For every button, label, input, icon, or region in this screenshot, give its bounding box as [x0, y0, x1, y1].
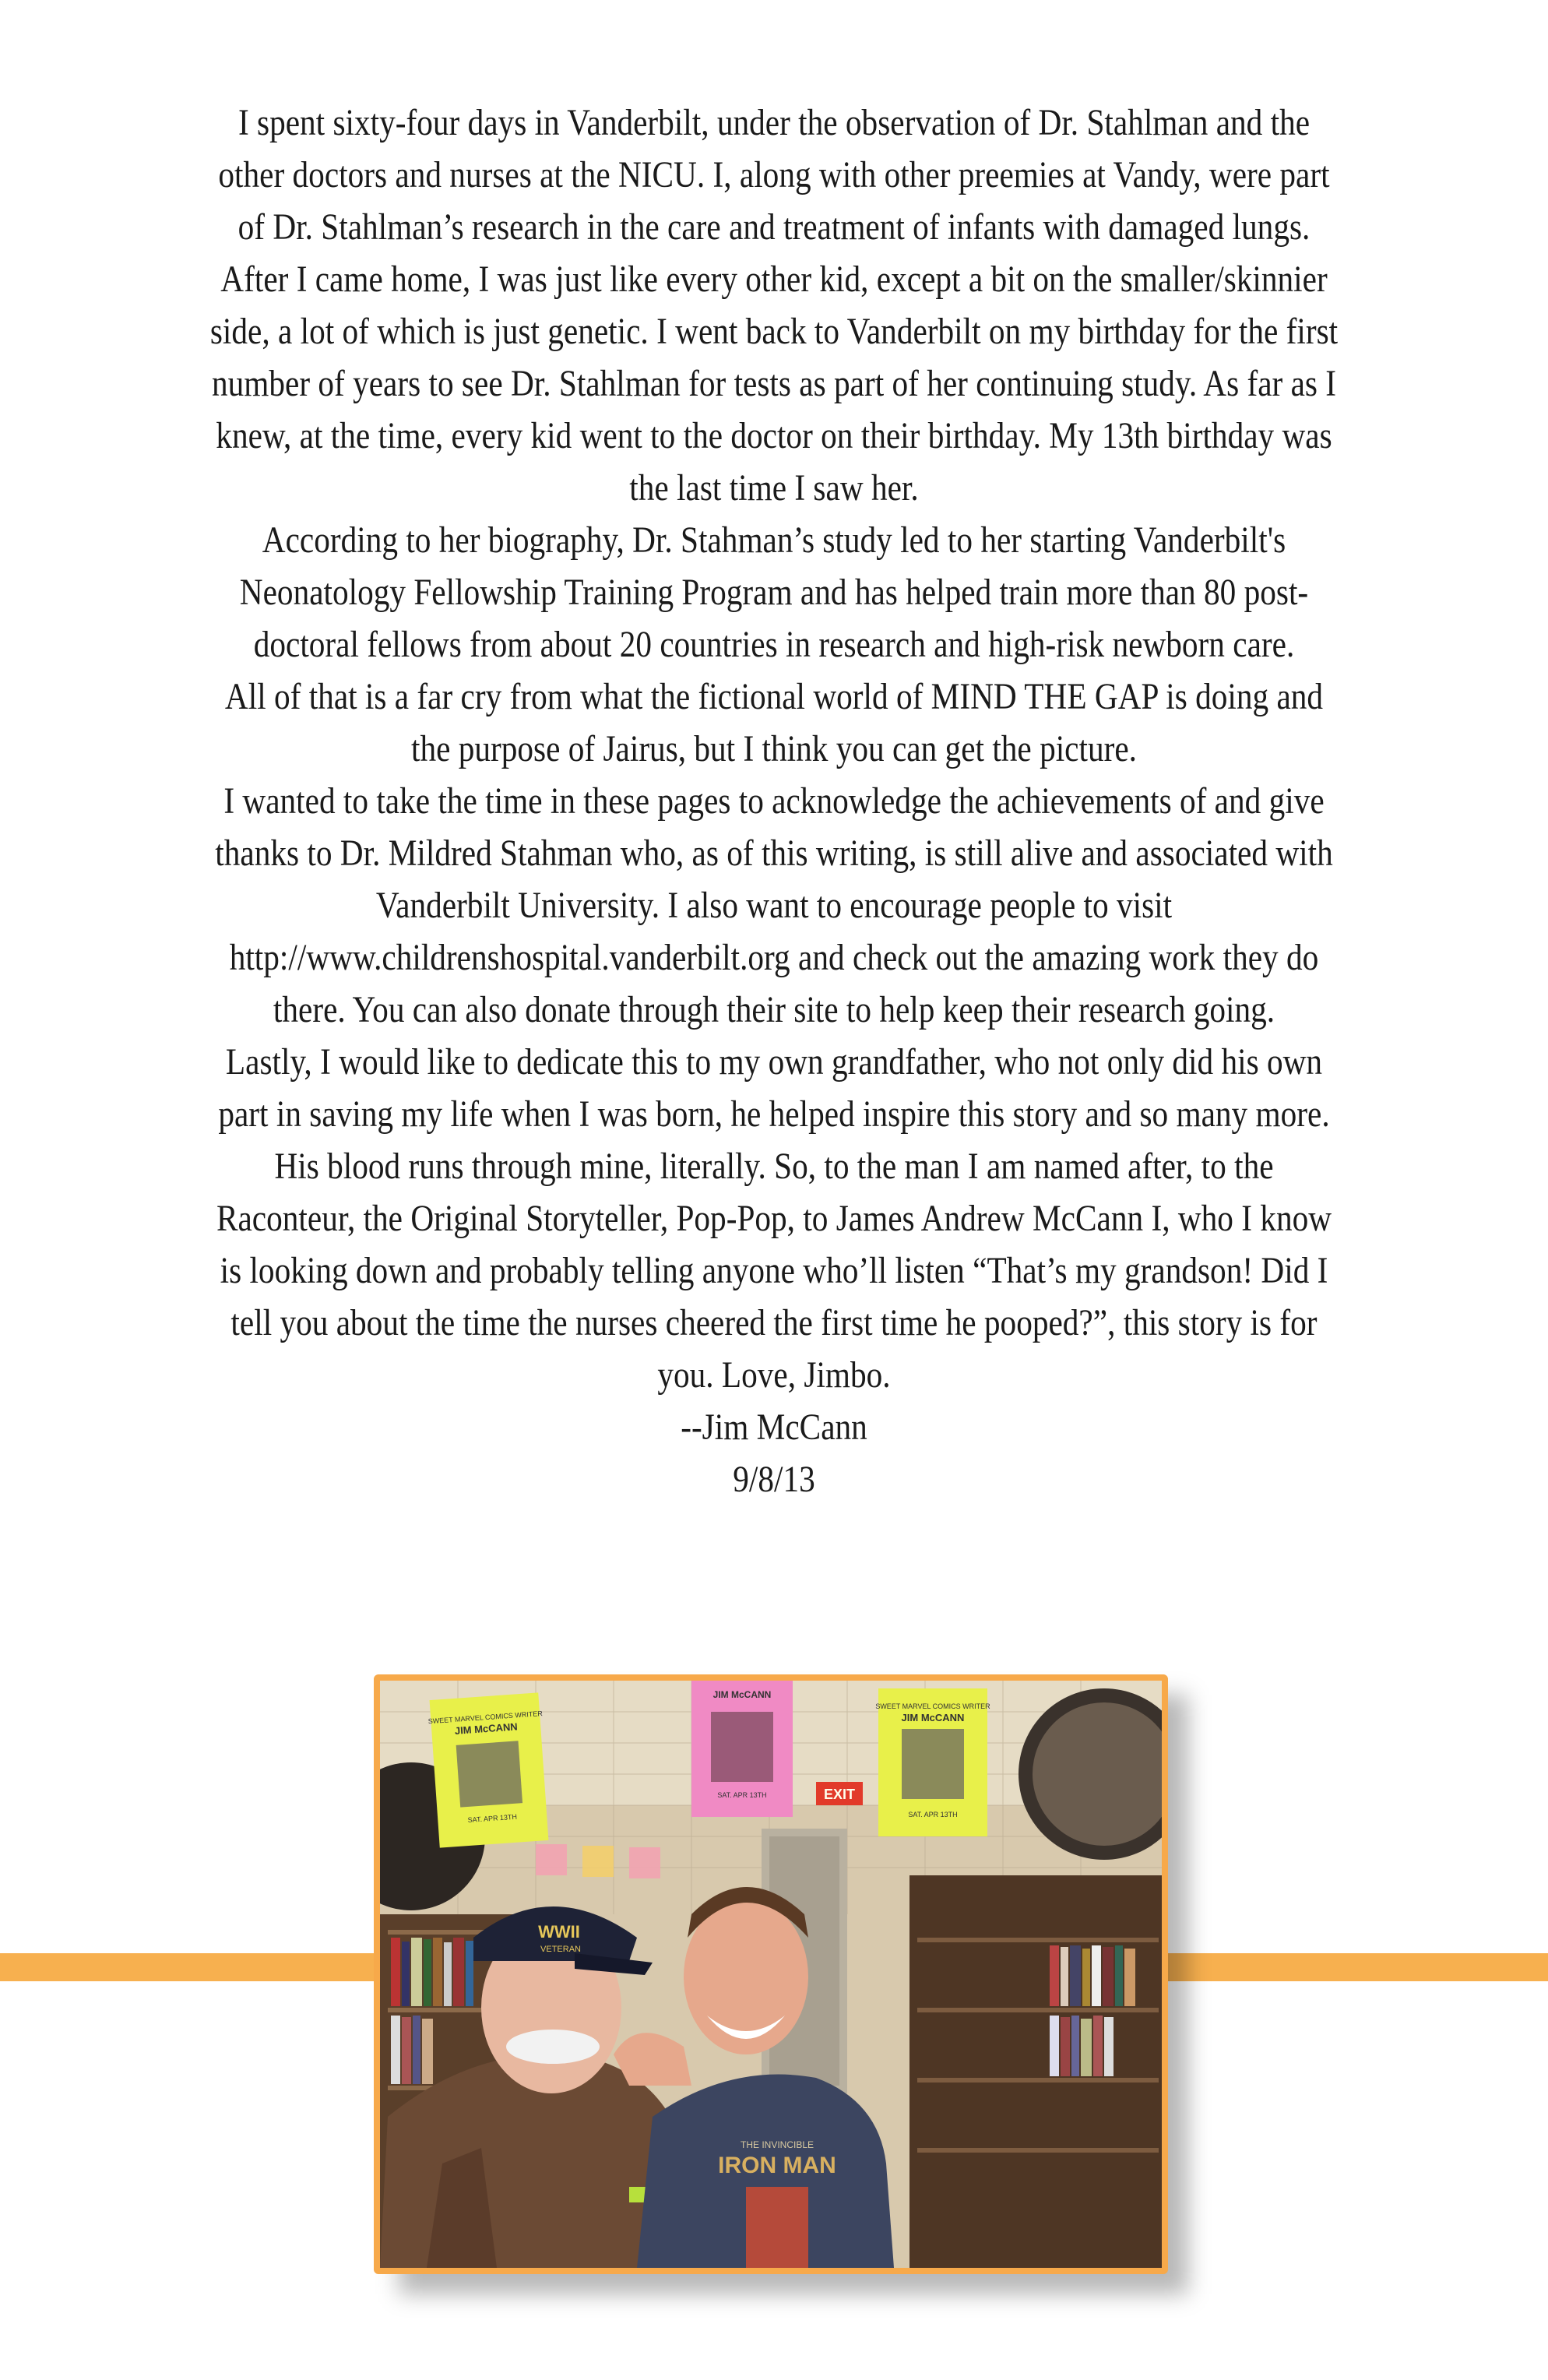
paragraph: Lastly, I would like to dedicate this to my own grandfather, who not only did his own part in saving my life when I was born, he helped inspire this story and so many more. His blood runs through mine, literally. So, to the man I am named after, to the Raconteur, the Original Storyteller, Pop-Pop, to James Andrew McCann I, who I know is looking down and probably telling anyone who’ll listen “That’s my grandson! Did I tell you about the time the nurses cheered the first time he pooped?”, this story is for you. Love, Jimbo. — [216, 1041, 1332, 1396]
exit-sign-text: EXIT — [823, 1787, 856, 1802]
paragraph: All of that is a far cry from what the fictional world of MIND THE GAP is doing and the purpose of Jairus, but I think you can get the picture. — [224, 676, 1324, 769]
poster-right-line2: JIM McCANN — [901, 1712, 965, 1723]
poster-center — [691, 1681, 793, 1817]
poster-left — [427, 1692, 548, 1847]
exit-sign — [816, 1782, 863, 1805]
poster-left-line1: SWEET MARVEL COMICS WRITER — [427, 1709, 544, 1726]
paragraph: I wanted to take the time in these pages to acknowledge the achievements of and give thanks to Dr. Mildred Stahman who, as of this writing, is still alive and associated with Vanderbilt University. I also want to encourage people to visit http://www.childrenshospital.vanderbilt.org and check out the amazing work they do there. You can also donate through their site to help keep their research going. — [215, 780, 1333, 1030]
poster-left-line2: JIM McCANN — [454, 1720, 519, 1737]
photo-illustration — [380, 1681, 1162, 2268]
signature-date: 9/8/13 — [733, 1459, 815, 1500]
shirt-text-main: IRON MAN — [718, 2153, 836, 2178]
poster-left-line3: SAT. APR 13TH — [467, 1812, 518, 1825]
paragraph: After I came home, I was just like every other kid, except a bit on the smaller/skinnier side, a lot of which is just genetic. I went back to Vanderbilt on my birthday for the first number of years to see Dr. Stahlman for tests as part of her continuing study. As far as I knew, at the time, every kid went to the doctor on their birthday. My 13th birthday was the last time I saw her. — [209, 259, 1339, 509]
poster-right — [875, 1688, 990, 1836]
dedication-text — [202, 97, 1346, 1505]
poster-right-line1: SWEET MARVEL COMICS WRITER — [875, 1702, 990, 1710]
poster-center-line3: SAT. APR 13TH — [717, 1791, 767, 1799]
bookshelf-right — [909, 1875, 1162, 2268]
paragraph: I spent sixty-four days in Vanderbilt, under the observation of Dr. Stahlman and the other doctors and nurses at the NICU. I, along with other preemies at Vandy, were part of Dr. Stahlman’s research in the care and treatment of infants with damaged lungs. — [218, 102, 1330, 248]
shirt-text-top: THE INVINCIBLE — [740, 2139, 814, 2150]
poster-center-line1: JIM McCANN — [712, 1689, 772, 1700]
photo — [374, 1674, 1168, 2274]
poster-right-line3: SAT. APR 13TH — [908, 1811, 958, 1818]
paragraph: According to her biography, Dr. Stahman’s study led to her starting Vanderbilt's Neonatology Fellowship Training Program and has helped train more than 80 post-doctoral fellows from about 20 countries in research and high-risk newborn care. — [239, 519, 1309, 665]
cap-subtext: VETERAN — [540, 1945, 581, 1954]
cap-text: WWII — [538, 1922, 580, 1942]
signature-author: --Jim McCann — [681, 1407, 867, 1448]
